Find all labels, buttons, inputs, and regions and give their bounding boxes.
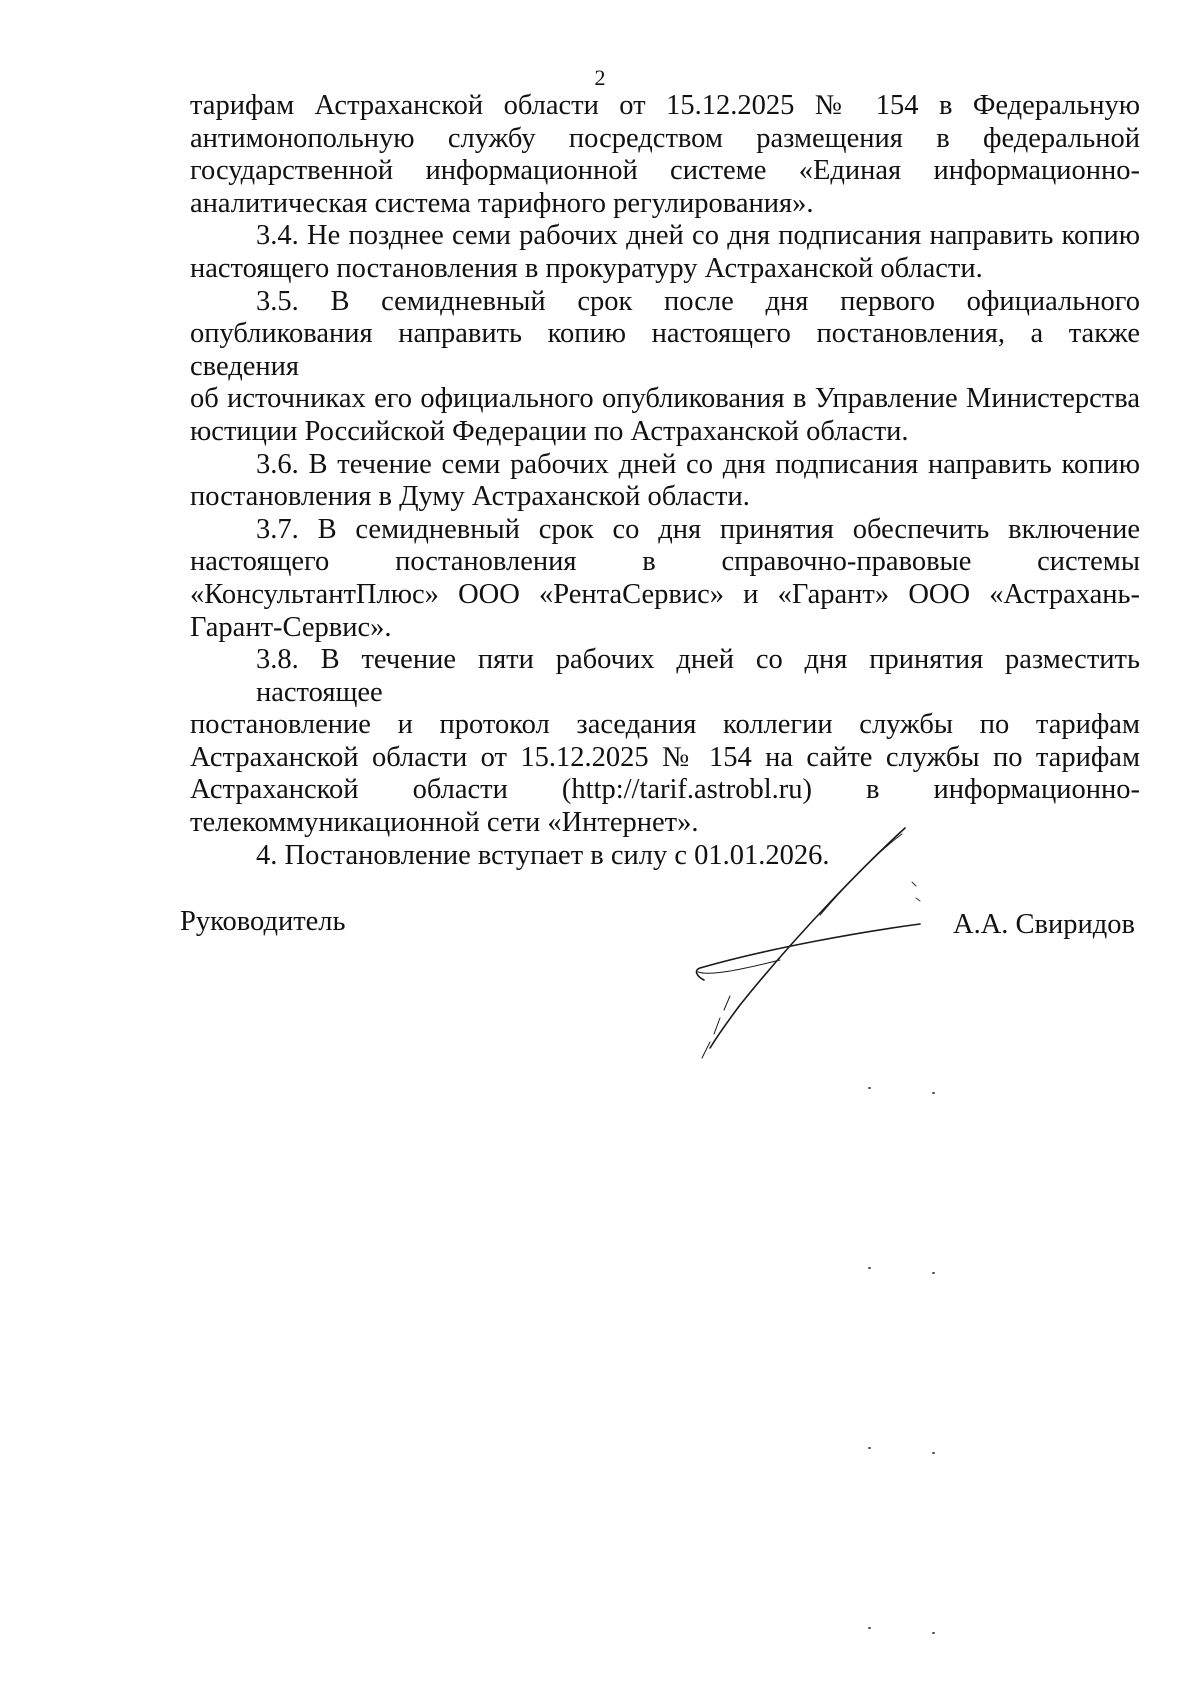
paragraph-3-7 (190, 514, 1140, 644)
text-line: опубликования направить копию настоящего постановления, а также сведения (190, 318, 1140, 382)
text-line: 3.8. В течение пяти рабочих дней со дня принятия разместить настоящее (256, 644, 1140, 708)
text-line: об источниках его официального опубликования в Управление Министерства (190, 383, 1140, 415)
paragraph-3-8 (190, 644, 1140, 840)
text-line: 3.5. В семидневный срок после дня первого официального (256, 285, 1140, 317)
text-line: 3.7. В семидневный срок со дня принятия обеспечить включение (256, 513, 1140, 545)
text-line: Астраханской области (http://tarif.astrobl.ru) в информационно- (190, 774, 1140, 806)
text-line: аналитическая система тарифного регулирования». (190, 187, 814, 219)
signatory-name: А.А. Свиридов (953, 909, 1135, 940)
text-line: антимонопольную службу посредством размещения в федеральной (190, 122, 1140, 154)
text-line: постановление и протокол заседания коллегии службы по тарифам (190, 709, 1140, 741)
text-line: 3.6. В течение семи рабочих дней со дня подписания направить копию (256, 448, 1140, 480)
text-line: телекоммуникационной сети «Интернет». (190, 807, 699, 839)
paragraph-3-6 (190, 449, 1140, 514)
text-line: настоящего постановления в прокуратуру Астраханской области. (190, 252, 983, 284)
document-body (190, 90, 1140, 872)
paragraph-continuation (190, 90, 1140, 220)
text-line: 3.4. Не позднее семи рабочих дней со дня подписания направить копию (256, 220, 1140, 252)
scan-artifact (868, 1087, 871, 1089)
text-line: «КонсультантПлюс» ООО «РентаСервис» и «Гарант» ООО «Астрахань- (190, 578, 1140, 610)
text-line: Астраханской области от 15.12.2025 № 154 на сайте службы по тарифам (190, 741, 1140, 773)
page-number: 2 (594, 65, 606, 90)
signatory-role: Руководитель (180, 906, 346, 937)
scan-artifact (868, 1447, 871, 1449)
paragraph-3-5 (190, 286, 1140, 449)
text-line: Гарант-Сервис». (190, 611, 392, 643)
scan-artifact (932, 1632, 935, 1634)
text-line: государственной информационной системе «Единая информационно- (190, 155, 1140, 187)
text-line: 4. Постановление вступает в силу с 01.01.2026. (256, 839, 830, 871)
scan-artifact (932, 1092, 935, 1094)
scan-artifact (932, 1452, 935, 1454)
text-line: постановления в Думу Астраханской области. (190, 481, 750, 513)
text-line: настоящего постановления в справочно-правовые системы (190, 546, 1140, 578)
scan-artifact (932, 1272, 935, 1274)
text-line: тарифам Астраханской области от 15.12.2025 № 154 в Федеральную (190, 90, 1140, 121)
text-line: юстиции Российской Федерации по Астраханской области. (190, 415, 909, 447)
scan-artifact (868, 1627, 871, 1629)
scan-artifact (868, 1267, 871, 1269)
handwritten-signature (680, 820, 940, 1070)
paragraph-4 (190, 840, 1140, 873)
paragraph-3-4 (190, 220, 1140, 285)
